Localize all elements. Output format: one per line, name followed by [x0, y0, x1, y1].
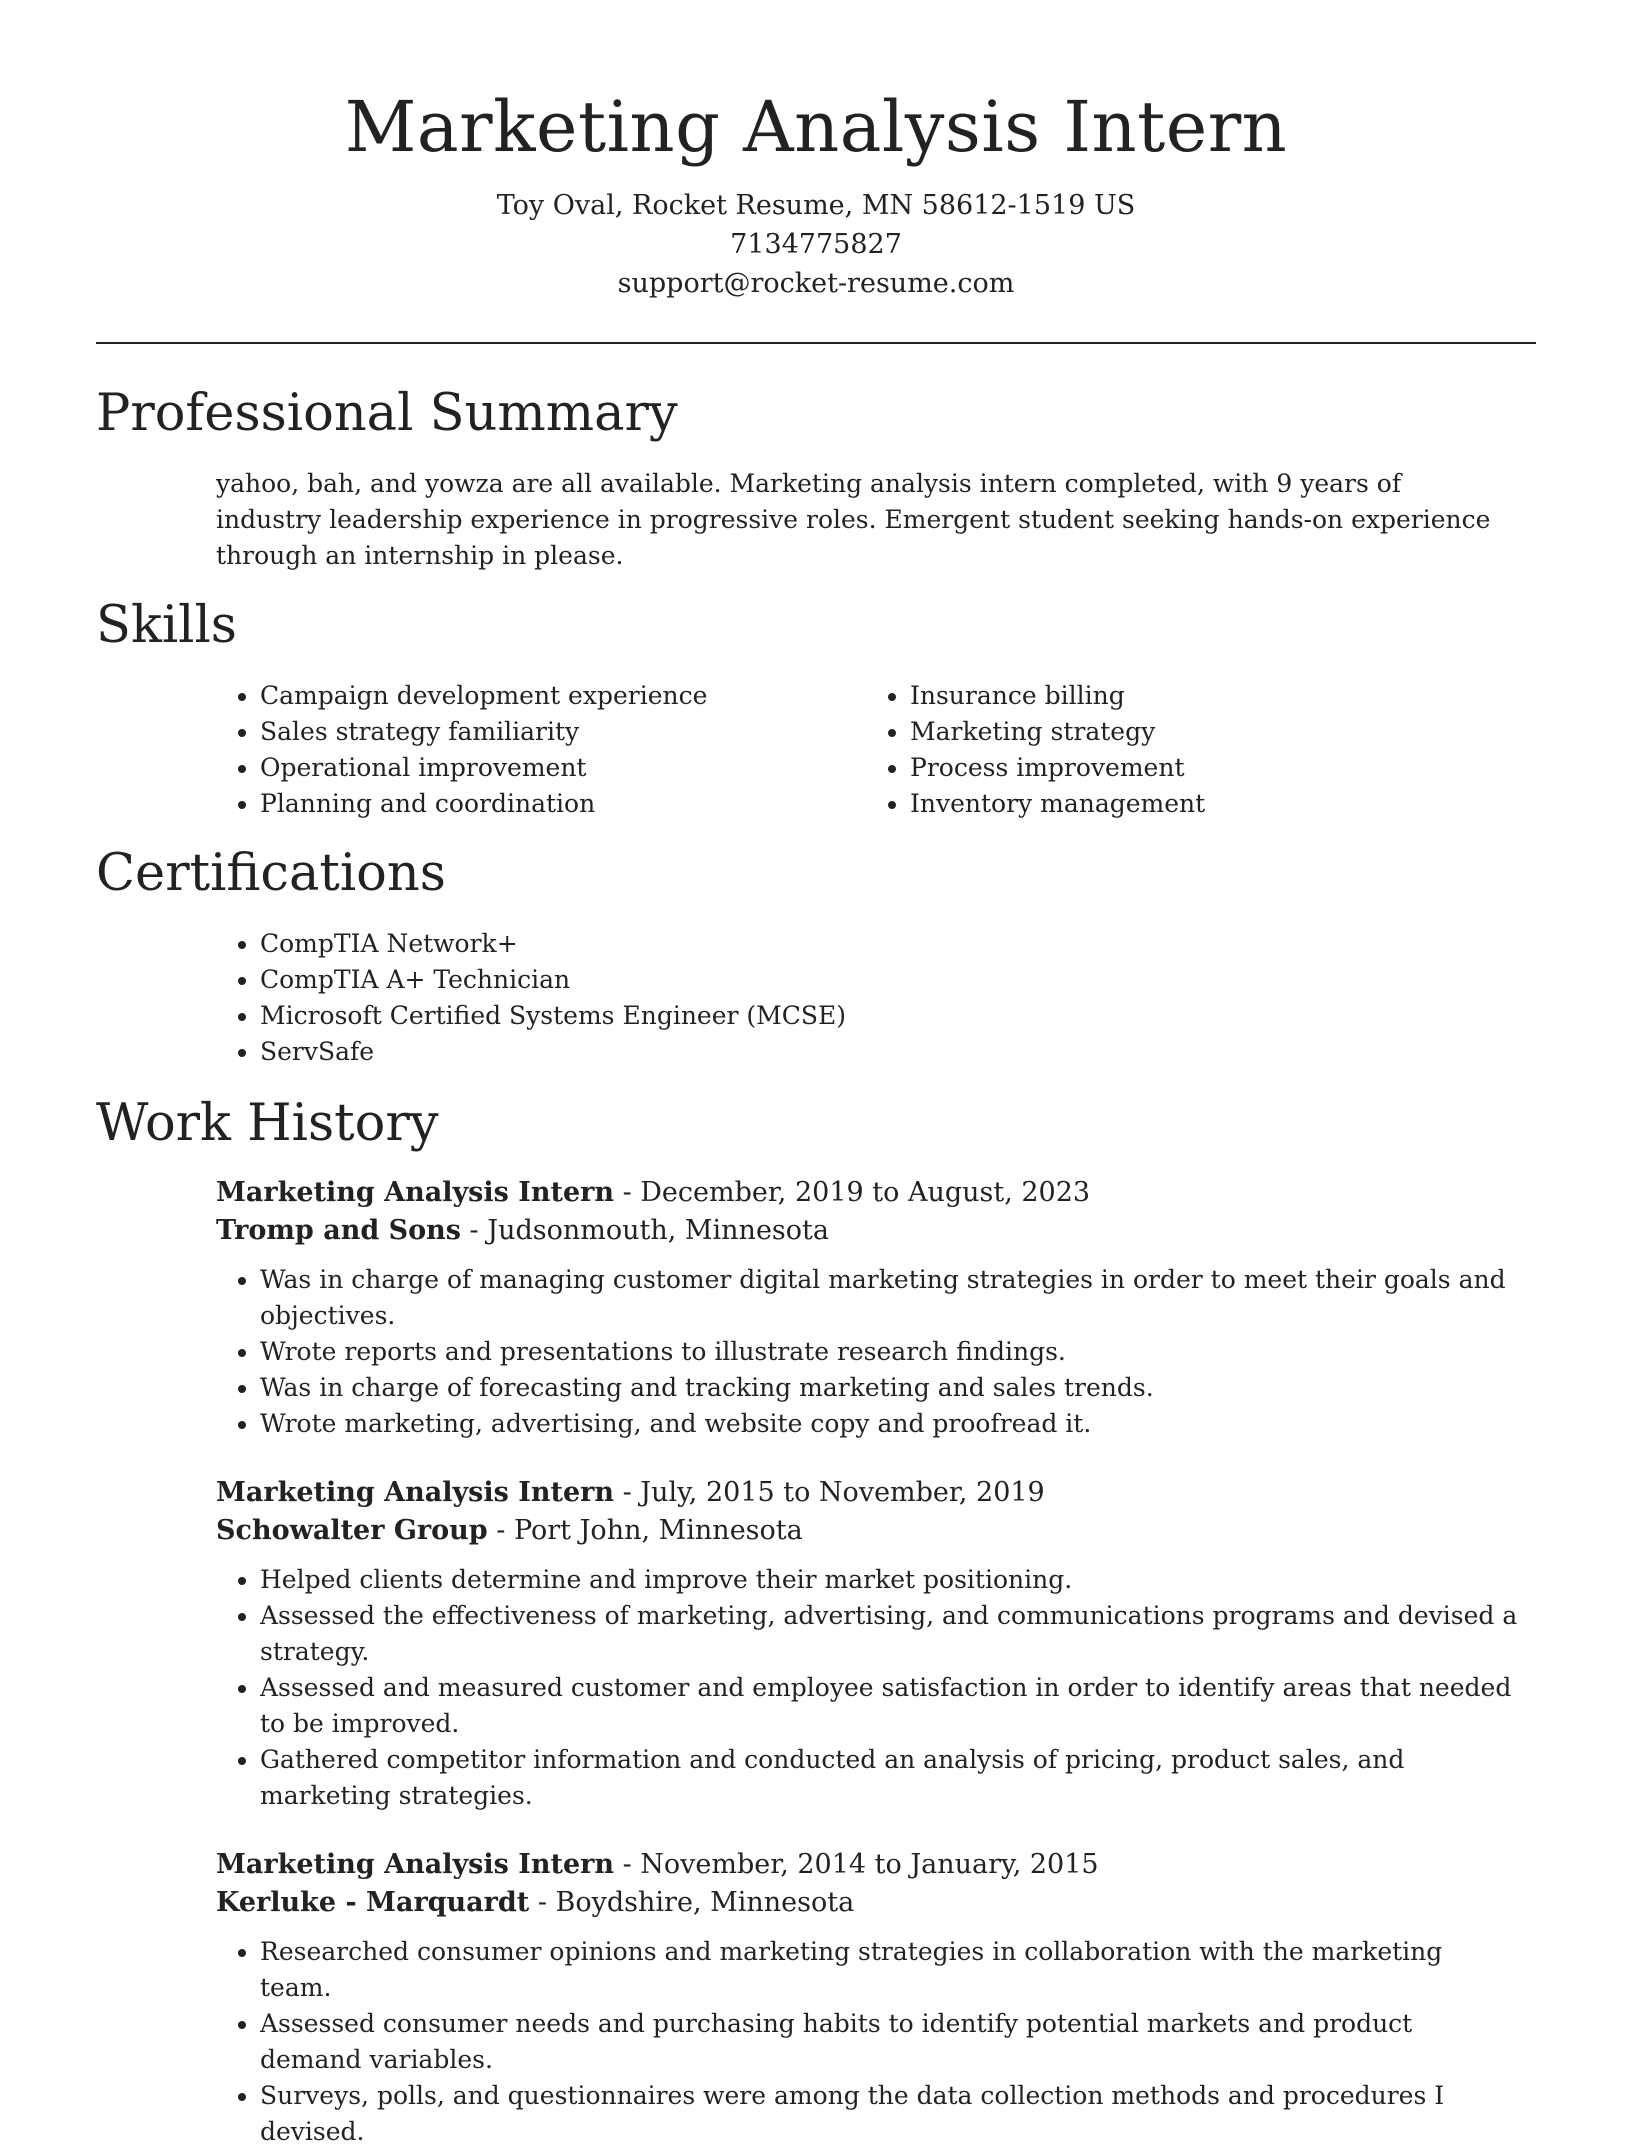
job-dates: - November, 2014 to January, 2015 [613, 1849, 1099, 1880]
certifications-title: Certifications [96, 844, 446, 903]
list-item: • Gathered competitor information and conducted an analysis of pricing, product sales, and marketing strategies. [260, 1742, 1520, 1814]
job-dates: - July, 2015 to November, 2019 [613, 1477, 1045, 1508]
skills-section [96, 594, 1536, 822]
work-history-title: Work History [96, 1094, 439, 1153]
job-location: - Port John, Minnesota [487, 1515, 803, 1546]
contact-info [0, 186, 1632, 303]
job-company: Tromp and Sons [216, 1215, 461, 1246]
job-entry [216, 1174, 1536, 1442]
list-item: • Assessed and measured customer and employee satisfaction in order to identify areas that needed to be improved. [260, 1670, 1520, 1742]
summary-section [96, 382, 1536, 574]
list-item: • Was in charge of managing customer digital marketing strategies in order to meet their goals and objectives. [260, 1262, 1520, 1334]
list-item: • Wrote reports and presentations to illustrate research findings. [260, 1334, 1520, 1370]
job-entry [216, 1846, 1536, 2150]
resume-header [0, 0, 1632, 303]
job-company: Schowalter Group [216, 1515, 488, 1546]
skills-column-left [216, 678, 866, 822]
job-location: - Boydshire, Minnesota [529, 1887, 855, 1918]
list-item: • CompTIA A+ Technician [260, 962, 1536, 998]
job-company: Kerluke - Marquardt [216, 1887, 530, 1918]
list-item: • Helped clients determine and improve their market positioning. [260, 1562, 1520, 1598]
candidate-name: Marketing Analysis Intern [344, 86, 1288, 168]
list-item: • Assessed consumer needs and purchasing habits to identify potential markets and product demand variables. [260, 2006, 1520, 2078]
list-item: • CompTIA Network+ [260, 926, 1536, 962]
summary-title: Professional Summary [96, 384, 678, 443]
skills-title: Skills [96, 596, 237, 655]
list-item: • Inventory management [910, 786, 1516, 822]
list-item: • Surveys, polls, and questionnaires were among the data collection methods and procedures I devised. [260, 2078, 1520, 2150]
job-role: Marketing Analysis Intern [216, 1477, 614, 1508]
work-history-section [96, 1092, 1536, 2150]
job-title-line [216, 1474, 1536, 1512]
job-location: - Judsonmouth, Minnesota [460, 1215, 829, 1246]
job-bullets [216, 1562, 1520, 1814]
list-item: • Microsoft Certified Systems Engineer (MCSE) [260, 998, 1536, 1034]
job-title-line [216, 1846, 1536, 1884]
list-item: • Researched consumer opinions and marketing strategies in collaboration with the marketing team. [260, 1934, 1520, 2006]
job-company-line [216, 1512, 1536, 1550]
job-dates: - December, 2019 to August, 2023 [613, 1177, 1091, 1208]
list-item: • Marketing strategy [910, 714, 1516, 750]
list-item: • Wrote marketing, advertising, and website copy and proofread it. [260, 1406, 1520, 1442]
list-item: • Assessed the effectiveness of marketing, advertising, and communications programs and devised a strategy. [260, 1598, 1520, 1670]
list-item: • ServSafe [260, 1034, 1536, 1070]
list-item: • Campaign development experience [260, 678, 866, 714]
job-company-line [216, 1212, 1536, 1250]
summary-text: yahoo, bah, and yowza are all available. Marketing analysis intern completed, with 9 years of industry leadership experience in progressive roles. Emergent student seeking hands-on experience through an internship in please. [216, 469, 1491, 570]
header-divider [96, 342, 1536, 344]
list-item: • Operational improvement [260, 750, 866, 786]
job-bullets [216, 1934, 1520, 2150]
job-role: Marketing Analysis Intern [216, 1849, 614, 1880]
list-item: • Planning and coordination [260, 786, 866, 822]
list-item: • Insurance billing [910, 678, 1516, 714]
job-company-line [216, 1884, 1536, 1922]
skills-column-right [866, 678, 1516, 822]
address: Toy Oval, Rocket Resume, MN 58612-1519 US [496, 190, 1136, 221]
job-bullets [216, 1262, 1520, 1442]
phone: 7134775827 [730, 229, 902, 260]
list-item: • Sales strategy familiarity [260, 714, 866, 750]
email: support@rocket-resume.com [617, 268, 1015, 299]
skills-grid [216, 678, 1536, 822]
job-role: Marketing Analysis Intern [216, 1177, 614, 1208]
certifications-section [96, 842, 1536, 1070]
job-title-line [216, 1174, 1536, 1212]
list-item: • Process improvement [910, 750, 1516, 786]
job-entry [216, 1474, 1536, 1814]
certifications-list [216, 926, 1536, 1070]
list-item: • Was in charge of forecasting and tracking marketing and sales trends. [260, 1370, 1520, 1406]
